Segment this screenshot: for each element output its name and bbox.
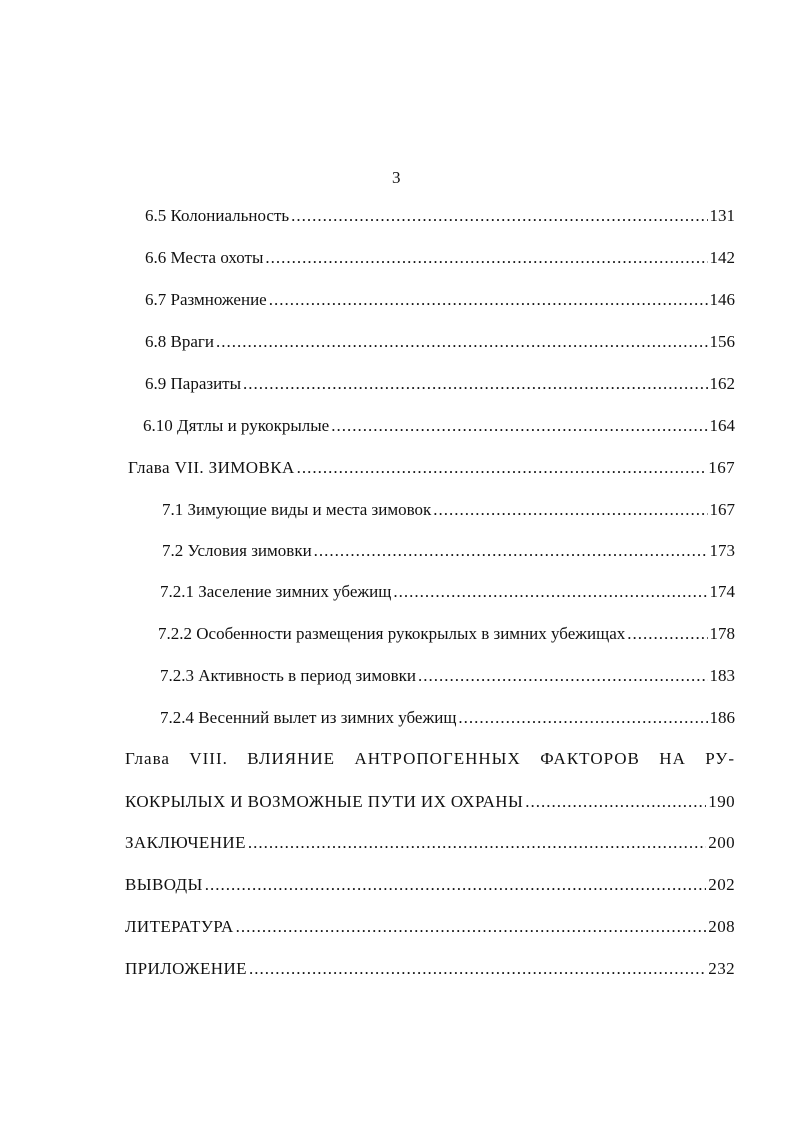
dot-leader <box>205 874 707 896</box>
toc-entry-page: 146 <box>709 290 735 309</box>
toc-entry-label: ЗАКЛЮЧЕНИЕ <box>125 833 246 852</box>
toc-entry-page: 208 <box>708 917 735 936</box>
toc-entry <box>158 623 735 645</box>
toc-entry-page: 190 <box>708 792 735 811</box>
dot-leader <box>418 665 708 687</box>
dot-leader <box>433 499 707 521</box>
toc-entry <box>145 373 735 395</box>
toc-entry <box>145 289 735 311</box>
toc-entry-page: 200 <box>708 833 735 852</box>
toc-entry-page: 232 <box>708 959 735 978</box>
toc-entry-page: 167 <box>708 458 735 477</box>
toc-entry <box>160 665 735 687</box>
toc-entry <box>145 205 735 227</box>
toc-chapter-entry <box>125 916 735 938</box>
dot-leader <box>243 373 707 395</box>
toc-entry-page: 167 <box>709 500 735 519</box>
toc-entry-page: 164 <box>709 416 735 435</box>
dot-leader <box>525 791 706 813</box>
toc-chapter-entry <box>125 958 735 980</box>
toc-entry-page: 162 <box>709 374 735 393</box>
toc-entry-label: 7.2.3 Активность в период зимовки <box>160 666 416 685</box>
toc-entry-page: 186 <box>709 708 735 727</box>
toc-entry <box>162 540 735 562</box>
dot-leader <box>236 916 707 938</box>
toc-entry-label: 6.6 Места охоты <box>145 248 264 267</box>
dot-leader <box>314 540 708 562</box>
toc-chapter-entry <box>125 791 735 813</box>
toc-entry-page: 173 <box>709 541 735 560</box>
toc-entry-label: ЛИТЕРАТУРА <box>125 917 234 936</box>
page-number: 3 <box>392 168 401 187</box>
dot-leader <box>291 205 707 227</box>
dot-leader <box>248 832 706 854</box>
toc-entry-label: 7.2 Условия зимовки <box>162 541 312 560</box>
toc-entry-label: КОКРЫЛЫХ И ВОЗМОЖНЫЕ ПУТИ ИХ ОХРАНЫ <box>125 792 524 811</box>
toc-entry-page: 202 <box>708 875 735 894</box>
toc-entry-label: Глава VII. ЗИМОВКА <box>128 458 295 477</box>
dot-leader <box>216 331 708 353</box>
dot-leader <box>393 581 707 603</box>
toc-entry-label: 7.2.2 Особенности размещения рукокрылых в зимних убежищах <box>158 624 626 643</box>
dot-leader <box>265 247 707 269</box>
toc-chapter-entry-line1: Глава VIII. ВЛИЯНИЕ АНТРОПОГЕННЫХ ФАКТОРОВ НА РУ- <box>125 749 735 768</box>
toc-entry <box>145 331 735 353</box>
dot-leader <box>249 958 706 980</box>
toc-entry-label: 6.8 Враги <box>145 332 214 351</box>
toc-entry-page: 156 <box>709 332 735 351</box>
toc-entry-page: 183 <box>709 666 735 685</box>
dot-leader <box>269 289 708 311</box>
toc-entry-page: 131 <box>709 206 735 225</box>
toc-chapter-entry <box>125 832 735 854</box>
toc-entry-page: 142 <box>709 248 735 267</box>
toc-entry-page: 178 <box>709 624 735 643</box>
toc-entry-page: 174 <box>709 582 735 601</box>
toc-entry-label: ВЫВОДЫ <box>125 875 203 894</box>
toc-entry-label: ПРИЛОЖЕНИЕ <box>125 959 247 978</box>
toc-entry-label: 7.1 Зимующие виды и места зимовок <box>162 500 432 519</box>
toc-entry-label: 7.2.4 Весенний вылет из зимних убежищ <box>160 708 457 727</box>
dot-leader <box>458 707 707 729</box>
toc-entry <box>160 707 735 729</box>
toc-entry <box>160 581 735 603</box>
dot-leader <box>297 457 707 479</box>
toc-entry <box>143 415 735 437</box>
toc-chapter-entry <box>128 457 735 479</box>
toc-entry-label: 6.9 Паразиты <box>145 374 242 393</box>
toc-entry-label: 6.7 Размножение <box>145 290 267 309</box>
toc-chapter-entry <box>125 874 735 896</box>
dot-leader <box>627 623 707 645</box>
toc-entry-label: 7.2.1 Заселение зимних убежищ <box>160 582 392 601</box>
toc-entry-label: 6.10 Дятлы и рукокрылые <box>143 416 330 435</box>
toc-entry <box>162 499 735 521</box>
dot-leader <box>331 415 707 437</box>
toc-entry <box>145 247 735 269</box>
toc-entry-label: 6.5 Колониальность <box>145 206 290 225</box>
